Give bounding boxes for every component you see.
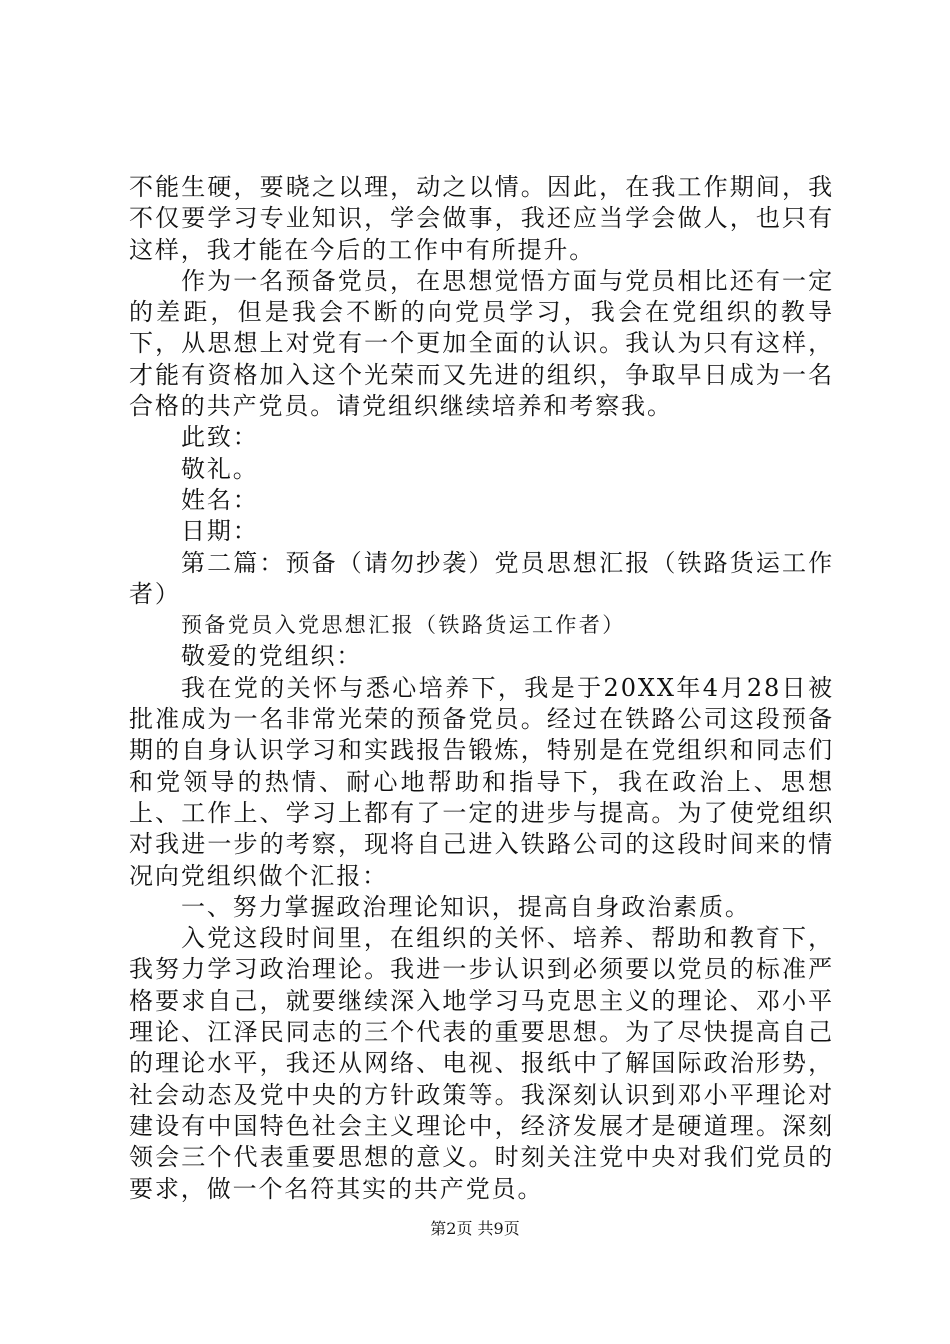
salutation-line: 此致： [181, 423, 259, 452]
greeting-line: 敬爱的党组织： [181, 642, 363, 671]
paragraph: 我在党的关怀与悉心培养下，我是于20XX年4月28日被批准成为一名非常光荣的预备党员。经过在铁路公司这段预备期的自身认识学习和实践报告锻炼，特别是在党组织和同志们和党领导的热情、耐心地帮助和指导下，我在政治上、思想上、工作上、学习上都有了一定的进步与提高。为了使党组织对我进一步的考察，现将自己进入铁路公司的这段时间来的情况向党组织做个汇报： [129, 673, 834, 890]
section-heading: 第二篇：预备（请勿抄袭）党员思想汇报（铁路货运工作者） [129, 548, 834, 608]
report-title: 预备党员入党思想汇报（铁路货运工作者） [181, 613, 626, 638]
signature-name-line: 姓名： [181, 485, 259, 514]
salutation-line: 敬礼。 [181, 454, 259, 483]
page-number-footer: 第2页 共9页 [430, 1219, 520, 1238]
paragraph: 入党这段时间里，在组织的关怀、培养、帮助和教育下，我努力学习政治理论。我进一步认识到必须要以党员的标准严格要求自己，就要继续深入地学习马克思主义的理论、邓小平理论、江泽民同志的三个代表的重要思想。为了尽快提高自己的理论水平，我还从网络、电视、报纸中了解国际政治形势，社会动态及党中央的方针政策等。我深刻认识到邓小平理论对建设有中国特色社会主义理论中，经济发展才是硬道理。深刻领会三个代表重要思想的意义。时刻关注党中央对我们党员的要求，做一个名符其实的共产党员。 [129, 924, 834, 1203]
paragraph: 不能生硬，要晓之以理，动之以情。因此，在我工作期间，我不仅要学习专业知识，学会做事，我还应当学会做人，也只有这样，我才能在今后的工作中有所提升。 [129, 173, 834, 264]
signature-date-line: 日期： [181, 517, 259, 546]
document-body [129, 172, 834, 1205]
subsection-heading: 一、努力掌握政治理论知识，提高自身政治素质。 [181, 892, 751, 921]
paragraph: 作为一名预备党员，在思想觉悟方面与党员相比还有一定的差距，但是我会不断的向党员学习，我会在党组织的教导下，从思想上对党有一个更加全面的认识。我认为只有这样，才能有资格加入这个光荣而又先进的组织，争取早日成为一名合格的共产党员。请党组织继续培养和考察我。 [129, 266, 834, 421]
